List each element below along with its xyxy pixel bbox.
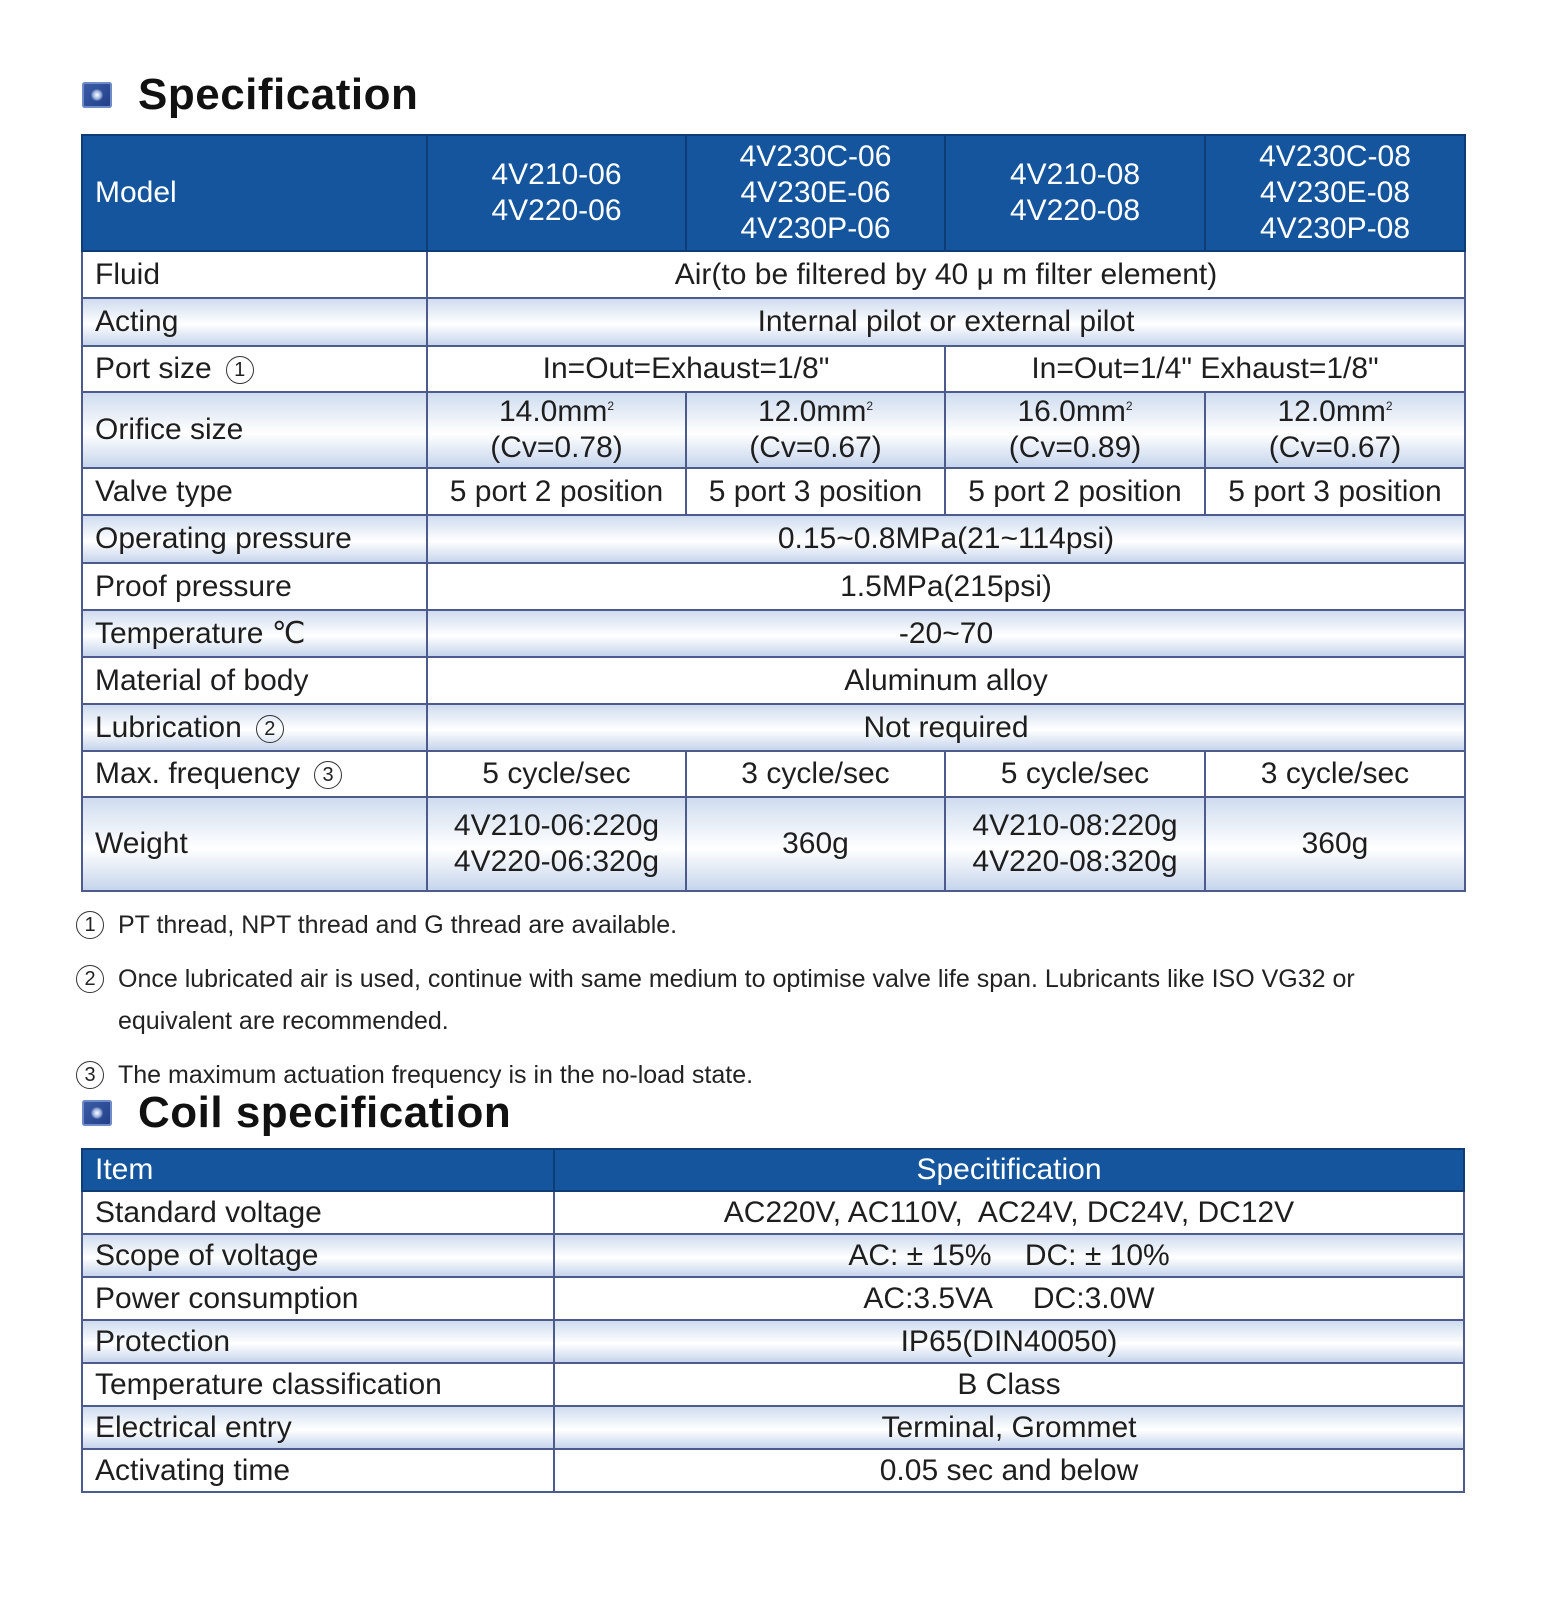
lubrication-label: Lubrication: [95, 710, 242, 744]
temperature-value: -20~70: [427, 610, 1465, 657]
port-size-row: [82, 346, 1465, 392]
coil-row-label: Protection: [82, 1320, 554, 1363]
model-cell: 4V210-06 4V220-06: [427, 135, 686, 251]
valve-type-label: Valve type: [82, 468, 427, 515]
coil-header-row: [82, 1149, 1464, 1191]
coil-row-value: B Class: [554, 1363, 1464, 1406]
coil-title: Coil specification: [138, 1088, 512, 1137]
orifice-area: 16.0mm: [1017, 395, 1126, 428]
weight-value: 4V210-08:220g 4V220-08:320g: [945, 797, 1205, 891]
max-frequency-value: 5 cycle/sec: [945, 751, 1205, 797]
proof-pressure-label: Proof pressure: [82, 563, 427, 610]
coil-row-value: AC: ± 15% DC: ± 10%: [554, 1234, 1464, 1277]
note-marker: 3: [76, 1061, 104, 1089]
weight-label: Weight: [82, 797, 427, 891]
square-bullet-icon: [82, 82, 112, 108]
coil-row-label: Temperature classification: [82, 1363, 554, 1406]
operating-pressure-label: Operating pressure: [82, 515, 427, 563]
fluid-value: Air(to be filtered by 40 μ m filter element): [427, 251, 1465, 298]
orifice-exponent: 2: [866, 399, 874, 413]
coil-row-value: AC220V, AC110V, AC24V, DC24V, DC12V: [554, 1191, 1464, 1234]
orifice-area: 14.0mm: [498, 395, 608, 428]
coil-row: [82, 1406, 1464, 1449]
note-marker: 2: [76, 965, 104, 993]
spec-title: Specification: [138, 70, 419, 119]
orifice-area: 12.0mm: [757, 395, 867, 428]
spec-heading: [82, 70, 418, 120]
model-label: Model: [82, 135, 427, 251]
orifice-cell: [686, 392, 945, 468]
temperature-label: Temperature ℃: [82, 610, 427, 657]
max-frequency-label: Max. frequency: [95, 757, 301, 790]
footnote-text: Once lubricated air is used, continue with same medium to optimise valve life span. Lubricants like ISO VG32 or equivalent are recommended.: [118, 965, 1355, 1035]
orifice-cell: [427, 392, 686, 468]
port-size-value: In=Out=1/4" Exhaust=1/8": [945, 346, 1465, 392]
acting-label: Acting: [82, 298, 427, 346]
model-row: [82, 135, 1465, 251]
proof-pressure-row: [82, 563, 1465, 610]
orifice-exponent: 2: [1385, 399, 1393, 413]
coil-row: [82, 1277, 1464, 1320]
lubrication-value: Not required: [427, 704, 1465, 751]
port-size-label: Port size: [95, 352, 212, 385]
fluid-label: Fluid: [82, 251, 427, 298]
footnotes: [76, 904, 1476, 1108]
coil-row-label: Electrical entry: [82, 1406, 554, 1449]
square-bullet-icon: [82, 1100, 112, 1126]
max-frequency-label-cell: [82, 751, 427, 797]
material-label: Material of body: [82, 657, 427, 704]
coil-row: [82, 1191, 1464, 1234]
fluid-row: [82, 251, 1465, 298]
weight-value: 360g: [1205, 797, 1465, 891]
operating-pressure-row: [82, 515, 1465, 563]
coil-row-value: IP65(DIN40050): [554, 1320, 1464, 1363]
proof-pressure-value: 1.5MPa(215psi): [427, 563, 1465, 610]
material-value: Aluminum alloy: [427, 657, 1465, 704]
lubrication-label-cell: [82, 704, 427, 751]
orifice-cv: (Cv=0.89): [1008, 431, 1142, 464]
model-cell: 4V230C-08 4V230E-08 4V230P-08: [1205, 135, 1465, 251]
coil-row: [82, 1234, 1464, 1277]
coil-row: [82, 1320, 1464, 1363]
valve-type-value: 5 port 3 position: [1205, 468, 1465, 515]
valve-type-value: 5 port 3 position: [686, 468, 945, 515]
coil-row-value: 0.05 sec and below: [554, 1449, 1464, 1492]
max-frequency-row: [82, 751, 1465, 797]
coil-heading: [82, 1088, 511, 1138]
max-frequency-value: 3 cycle/sec: [686, 751, 945, 797]
coil-row-label: Activating time: [82, 1449, 554, 1492]
orifice-cv: (Cv=0.67): [1268, 431, 1402, 464]
orifice-label: Orifice size: [82, 392, 427, 468]
coil-row-value: AC:3.5VA DC:3.0W: [554, 1277, 1464, 1320]
material-row: [82, 657, 1465, 704]
note-marker: 1: [76, 911, 104, 939]
operating-pressure-value: 0.15~0.8MPa(21~114psi): [427, 515, 1465, 563]
note-marker: 3: [314, 761, 342, 789]
note-marker: 2: [256, 715, 284, 743]
weight-value: 4V210-06:220g 4V220-06:320g: [427, 797, 686, 891]
orifice-exponent: 2: [607, 399, 615, 413]
coil-table: [81, 1148, 1465, 1493]
model-cell: 4V210-08 4V220-08: [945, 135, 1205, 251]
temperature-row: [82, 610, 1465, 657]
orifice-cell: [945, 392, 1205, 468]
max-frequency-value: 3 cycle/sec: [1205, 751, 1465, 797]
footnote-text: The maximum actuation frequency is in the no-load state.: [118, 1061, 754, 1089]
orifice-area: 12.0mm: [1277, 395, 1386, 428]
model-cell: 4V230C-06 4V230E-06 4V230P-06: [686, 135, 945, 251]
valve-type-row: [82, 468, 1465, 515]
weight-value: 360g: [686, 797, 945, 891]
max-frequency-value: 5 cycle/sec: [427, 751, 686, 797]
orifice-exponent: 2: [1125, 399, 1133, 413]
orifice-cv: (Cv=0.67): [749, 431, 882, 464]
valve-type-value: 5 port 2 position: [945, 468, 1205, 515]
port-size-value: In=Out=Exhaust=1/8": [427, 346, 945, 392]
spec-table: [81, 134, 1466, 892]
spec-header: Specitification: [554, 1149, 1464, 1191]
coil-row: [82, 1363, 1464, 1406]
acting-value: Internal pilot or external pilot: [427, 298, 1465, 346]
valve-type-value: 5 port 2 position: [427, 468, 686, 515]
footnote-text: PT thread, NPT thread and G thread are available.: [118, 911, 678, 939]
lubrication-row: [82, 704, 1465, 751]
item-header: Item: [82, 1149, 554, 1191]
coil-row-value: Terminal, Grommet: [554, 1406, 1464, 1449]
coil-row-label: Scope of voltage: [82, 1234, 554, 1277]
coil-row-label: Power consumption: [82, 1277, 554, 1320]
footnote: [76, 904, 1476, 946]
port-size-label-cell: [82, 346, 427, 392]
coil-row: [82, 1449, 1464, 1492]
orifice-cell: [1205, 392, 1465, 468]
note-marker: 1: [226, 356, 254, 384]
orifice-cv: (Cv=0.78): [490, 431, 623, 464]
orifice-row: [82, 392, 1465, 468]
footnote: [76, 958, 1476, 1042]
acting-row: [82, 298, 1465, 346]
weight-row: [82, 797, 1465, 891]
coil-row-label: Standard voltage: [82, 1191, 554, 1234]
